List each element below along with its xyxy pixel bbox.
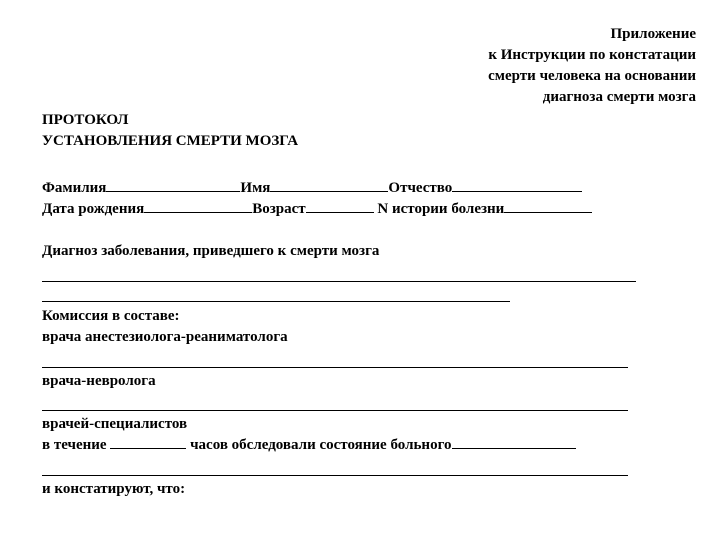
- birth-date-label: Дата рождения: [42, 201, 145, 217]
- title-line-1: ПРОТОКОЛ: [42, 112, 129, 128]
- anesthesiologist-label: врача анестезиолога-реаниматолога: [42, 329, 288, 345]
- history-number-blank[interactable]: [504, 199, 592, 213]
- specialists-label: врачей-специалистов: [42, 416, 188, 432]
- title-line-2: УСТАНОВЛЕНИЯ СМЕРТИ МОЗГА: [42, 133, 299, 149]
- patronymic-blank[interactable]: [452, 178, 582, 192]
- anesthesiologist-blank[interactable]: [42, 367, 628, 368]
- commission-heading: Комиссия в составе:: [42, 308, 180, 324]
- examination-blank[interactable]: [42, 475, 628, 476]
- age-label: Возраст: [252, 201, 306, 217]
- name-label: Имя: [240, 180, 271, 196]
- hours-blank[interactable]: [110, 435, 186, 449]
- during-prefix: в течение: [42, 437, 107, 453]
- diagnosis-label: Диагноз заболевания, приведшего к смерти мозга: [42, 243, 380, 259]
- birth-date-blank[interactable]: [144, 199, 252, 213]
- patronymic-label: Отчество: [388, 180, 453, 196]
- during-middle: часов обследовали состояние больного: [190, 437, 452, 453]
- age-blank[interactable]: [306, 199, 374, 213]
- birth-row: [42, 199, 592, 219]
- appendix-note: [396, 24, 696, 108]
- surname-label: Фамилия: [42, 180, 107, 196]
- appendix-line-3: смерти человека на основании: [488, 68, 696, 84]
- conclusion-label: и констатируют, что:: [42, 481, 186, 497]
- diagnosis-blank-2[interactable]: [42, 301, 510, 302]
- examination-row: [42, 435, 576, 455]
- document-title: [42, 110, 298, 152]
- name-row: [42, 178, 582, 198]
- appendix-line-2: к Инструкции по констатации: [488, 47, 696, 63]
- surname-blank[interactable]: [106, 178, 240, 192]
- appendix-line-1: Приложение: [610, 26, 696, 42]
- neurologist-label: врача-невролога: [42, 373, 156, 389]
- neurologist-blank[interactable]: [42, 410, 628, 411]
- appendix-line-4: диагноза смерти мозга: [542, 89, 696, 105]
- patient-state-blank[interactable]: [452, 435, 576, 449]
- history-number-label: N истории болезни: [377, 201, 505, 217]
- diagnosis-blank-1[interactable]: [42, 281, 636, 282]
- name-blank[interactable]: [270, 178, 388, 192]
